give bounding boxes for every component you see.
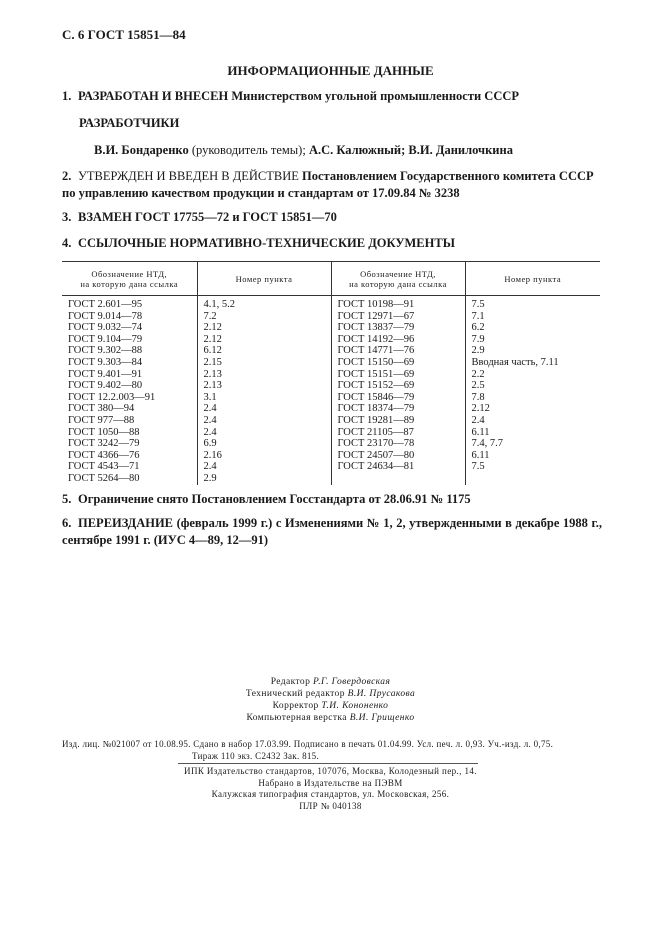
- publisher-line-4: ПЛР № 040138: [299, 800, 362, 811]
- section-6: [62, 515, 602, 549]
- ref-doc: ГОСТ 10198—91: [337, 299, 415, 310]
- developer-name: В.И. Бондаренко: [94, 143, 189, 157]
- ref-item: 6.2: [471, 322, 485, 334]
- ref-item: 2.4: [203, 403, 217, 415]
- ref-item: 2.16: [203, 449, 222, 461]
- section-2: [62, 168, 602, 202]
- left-item-column: [197, 296, 331, 485]
- ref-doc: ГОСТ 9.014—78: [68, 310, 143, 322]
- ref-doc: ГОСТ 977—88: [68, 414, 135, 426]
- header-designation: Обозначение НТД, на которую дана ссылка: [62, 262, 197, 296]
- section-number: 4.: [62, 236, 72, 250]
- ref-doc: ГОСТ 12971—67: [337, 310, 415, 322]
- section-3: [62, 210, 337, 225]
- ref-doc: ГОСТ 2.601—95: [68, 299, 143, 310]
- table-header-row: [62, 262, 600, 296]
- section-number: 2.: [62, 169, 72, 183]
- ref-doc: ГОСТ 19281—89: [337, 414, 415, 426]
- ref-doc: ГОСТ 9.303—84: [68, 356, 143, 368]
- section-number: 1.: [62, 89, 72, 103]
- ref-item: 2.15: [203, 356, 222, 368]
- editor-line: Редактор Р.Г. Говердовская: [270, 677, 391, 687]
- right-item-column: [465, 296, 600, 485]
- ref-doc: ГОСТ 15151—69: [337, 368, 415, 380]
- tech-editor-line: Технический редактор В.И. Прусакова: [245, 689, 416, 699]
- ref-item: 2.13: [203, 368, 222, 380]
- ref-item: 2.9: [471, 345, 485, 357]
- right-doc-column: [331, 296, 465, 485]
- page-title: ИНФОРМАЦИОННЫЕ ДАННЫЕ: [227, 63, 434, 78]
- ref-doc: ГОСТ 9.104—79: [68, 333, 143, 345]
- ref-doc: ГОСТ 24507—80: [337, 449, 415, 461]
- section-text: ССЫЛОЧНЫЕ НОРМАТИВНО-ТЕХНИЧЕСКИЕ ДОКУМЕНТЫ: [78, 236, 455, 250]
- ref-doc: ГОСТ 9.032—74: [68, 322, 143, 334]
- developers-label: РАЗРАБОТЧИКИ: [79, 116, 180, 130]
- section-number: 5.: [62, 492, 72, 506]
- ref-doc: ГОСТ 15846—79: [337, 391, 415, 403]
- ref-doc: ГОСТ 4366—76: [68, 449, 140, 461]
- ref-item: 3.1: [203, 391, 217, 403]
- ref-doc: ГОСТ 21105—87: [337, 426, 414, 438]
- divider: [178, 763, 478, 764]
- publisher-line-3: Калужская типография стандартов, ул. Московская, 256.: [211, 789, 450, 799]
- developer-role: (руководитель темы);: [188, 143, 309, 157]
- ref-item: 2.5: [471, 380, 485, 392]
- ref-item: 6.11: [471, 426, 490, 438]
- header-item: Номер пункта: [197, 262, 331, 296]
- publisher-line-2: Набрано в Издательстве на ПЭВМ: [258, 777, 403, 788]
- ref-item: 6.12: [203, 345, 222, 357]
- ref-item: 4.1, 5.2: [203, 299, 235, 310]
- ref-doc: ГОСТ 14192—96: [337, 333, 415, 345]
- ref-doc: ГОСТ 18374—79: [337, 403, 415, 415]
- header-item: Номер пункта: [465, 262, 600, 296]
- ref-doc: ГОСТ 15150—69: [337, 356, 415, 368]
- left-doc-column: [62, 296, 197, 485]
- ref-item: 6.9: [203, 438, 217, 450]
- ref-item: 2.12: [471, 403, 490, 415]
- corrector-line: Корректор Т.И. Кононенко: [272, 701, 389, 711]
- section-text: Министерством угольной промышленности СССР: [228, 89, 520, 103]
- section-text: (февраль 1999 г.) с Изменениями № 1, 2, утвержденными в декабре 1988 г., сентябре 1991 г. (ИУС 4—89, 12—91): [62, 516, 602, 547]
- imprint-line-1: Изд. лиц. №021007 от 10.08.95. Сдано в набор 17.03.99. Подписано в печать 01.04.99. Усл. печ. л. 0,93. Уч.-изд. л. 0,75.: [62, 739, 554, 749]
- section-number: 6.: [62, 516, 72, 530]
- editors-block: [0, 676, 661, 724]
- ref-doc: ГОСТ 13837—79: [337, 322, 415, 334]
- ref-item: Вводная часть, 7.11: [471, 356, 559, 368]
- section-heading: РАЗРАБОТАН И ВНЕСЕН: [78, 89, 229, 103]
- publisher-line-1: ИПК Издательство стандартов, 107076, Москва, Колодезный пер., 14.: [184, 766, 477, 776]
- section-text: Постановлением Государственного комитета СССР по управлению качеством продукции и стандартам от 17.09.84 № 3238: [62, 169, 594, 200]
- ref-item: 7.1: [471, 310, 485, 322]
- ref-item: 7.5: [471, 461, 485, 473]
- ref-doc: ГОСТ 24634—81: [337, 461, 415, 473]
- ref-doc: ГОСТ 3242—79: [68, 438, 140, 450]
- ref-doc: ГОСТ 9.401—91: [68, 368, 143, 380]
- ref-item: 2.2: [471, 368, 485, 380]
- section-text: Ограничение снято Постановлением Госстандарта от 28.06.91 № 1175: [78, 492, 471, 506]
- developers-list: [94, 143, 513, 158]
- ref-item: 7.5: [471, 299, 485, 310]
- ref-item: 2.4: [471, 414, 485, 426]
- ref-item: 2.9: [203, 472, 217, 484]
- ref-doc: ГОСТ 380—94: [68, 403, 135, 415]
- ref-doc: ГОСТ 5264—80: [68, 472, 140, 484]
- ref-item: 7.8: [471, 391, 485, 403]
- section-heading: ПЕРЕИЗДАНИЕ: [78, 516, 174, 530]
- ref-doc: ГОСТ 12.2.003—91: [68, 391, 156, 403]
- ref-item: 2.12: [203, 322, 222, 334]
- imprint-line-2: Тираж 110 экз. С2432 Зак. 815.: [192, 751, 320, 761]
- section-5: [62, 492, 471, 507]
- layout-line: Компьютерная верстка В.И. Грищенко: [246, 713, 415, 723]
- ref-item: 7.9: [471, 333, 485, 345]
- section-number: 3.: [62, 210, 72, 224]
- ref-doc: ГОСТ 23170—78: [337, 438, 415, 450]
- ref-item: 2.12: [203, 333, 222, 345]
- header-designation: Обозначение НТД, на которую дана ссылка: [331, 262, 465, 296]
- ref-doc: ГОСТ 9.302—88: [68, 345, 143, 357]
- ref-item: 2.4: [203, 461, 217, 473]
- ref-item: 2.13: [203, 380, 222, 392]
- ref-item: 7.4, 7.7: [471, 438, 503, 450]
- section-4: [62, 236, 455, 251]
- ref-doc: ГОСТ 1050—88: [68, 426, 140, 438]
- section-heading: УТВЕРЖДЕН И ВВЕДЕН В ДЕЙСТВИЕ: [78, 169, 299, 183]
- ref-doc: ГОСТ 14771—76: [337, 345, 415, 357]
- ref-item: 6.11: [471, 449, 490, 461]
- developer-names: А.С. Калюжный; В.И. Данилочкина: [308, 143, 513, 157]
- publisher-block: [0, 766, 661, 812]
- reference-table: [62, 261, 600, 485]
- ref-doc: ГОСТ 9.402—80: [68, 380, 143, 392]
- section-1: [62, 89, 519, 104]
- imprint-block: [62, 738, 602, 762]
- ref-item: 7.2: [203, 310, 217, 322]
- ref-item: 2.4: [203, 426, 217, 438]
- section-text: ВЗАМЕН ГОСТ 17755—72 и ГОСТ 15851—70: [78, 210, 337, 224]
- page-header: С. 6 ГОСТ 15851—84: [62, 27, 186, 42]
- ref-doc: ГОСТ 15152—69: [337, 380, 415, 392]
- ref-doc: ГОСТ 4543—71: [68, 461, 140, 473]
- ref-item: 2.4: [203, 414, 217, 426]
